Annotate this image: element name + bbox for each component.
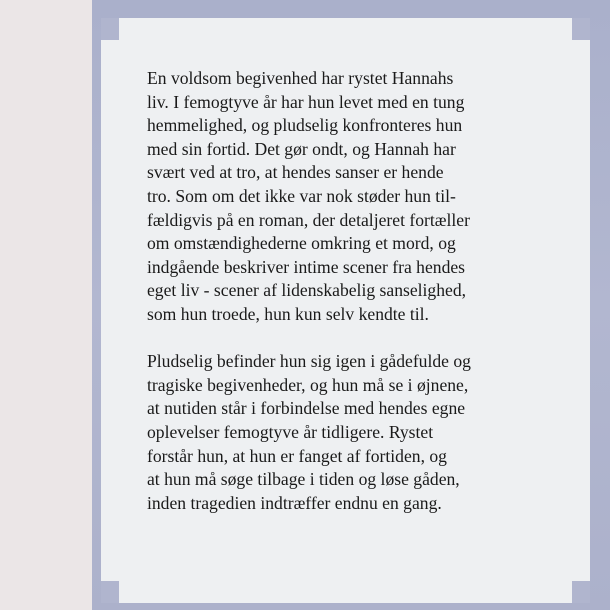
panel-corner-notch xyxy=(572,581,590,603)
text-line: at nutiden står i forbindelse med hendes egne xyxy=(147,398,466,419)
text-line: fældigvis på en roman, der detaljeret fortæller xyxy=(147,209,470,230)
blurb-text xyxy=(147,67,557,515)
text-line: hemmelighed, og pludselig konfronteres hun xyxy=(147,115,463,136)
text-line: inden tragedien indtræffer endnu en gang. xyxy=(147,492,442,513)
text-line: svært ved at tro, at hendes sanser er hende xyxy=(147,162,444,183)
blurb-paragraph-1 xyxy=(147,67,557,327)
blurb-paragraph-2 xyxy=(147,350,557,515)
panel-corner-notch xyxy=(101,581,119,603)
text-line: Pludselig befinder hun sig igen i gådefulde og xyxy=(147,351,471,372)
text-line: liv. I femogtyve år har hun levet med en tung xyxy=(147,91,465,112)
text-line: som hun troede, hun kun selv kendte til. xyxy=(147,303,429,324)
paragraph-gap xyxy=(147,327,557,351)
text-line: oplevelser femogtyve år tidligere. Rystet xyxy=(147,421,434,442)
text-line: med sin fortid. Det gør ondt, og Hannah har xyxy=(147,138,456,159)
text-line: om omstændighederne omkring et mord, og xyxy=(147,233,456,254)
text-line: at hun må søge tilbage i tiden og løse gåden, xyxy=(147,469,460,490)
text-line: eget liv - scener af lidenskabelig sanselighed, xyxy=(147,280,467,301)
text-line: forstår hun, at hun er fanget af fortiden, og xyxy=(147,445,447,466)
panel-corner-notch xyxy=(101,18,119,40)
text-line: En voldsom begivenhed har rystet Hannahs xyxy=(147,68,454,88)
text-line: tragiske begivenheder, og hun må se i øjnene, xyxy=(147,374,469,395)
text-line: indgående beskriver intime scener fra hendes xyxy=(147,256,466,277)
text-line: tro. Som om det ikke var nok støder hun til- xyxy=(147,185,456,206)
panel-corner-notch xyxy=(572,18,590,40)
